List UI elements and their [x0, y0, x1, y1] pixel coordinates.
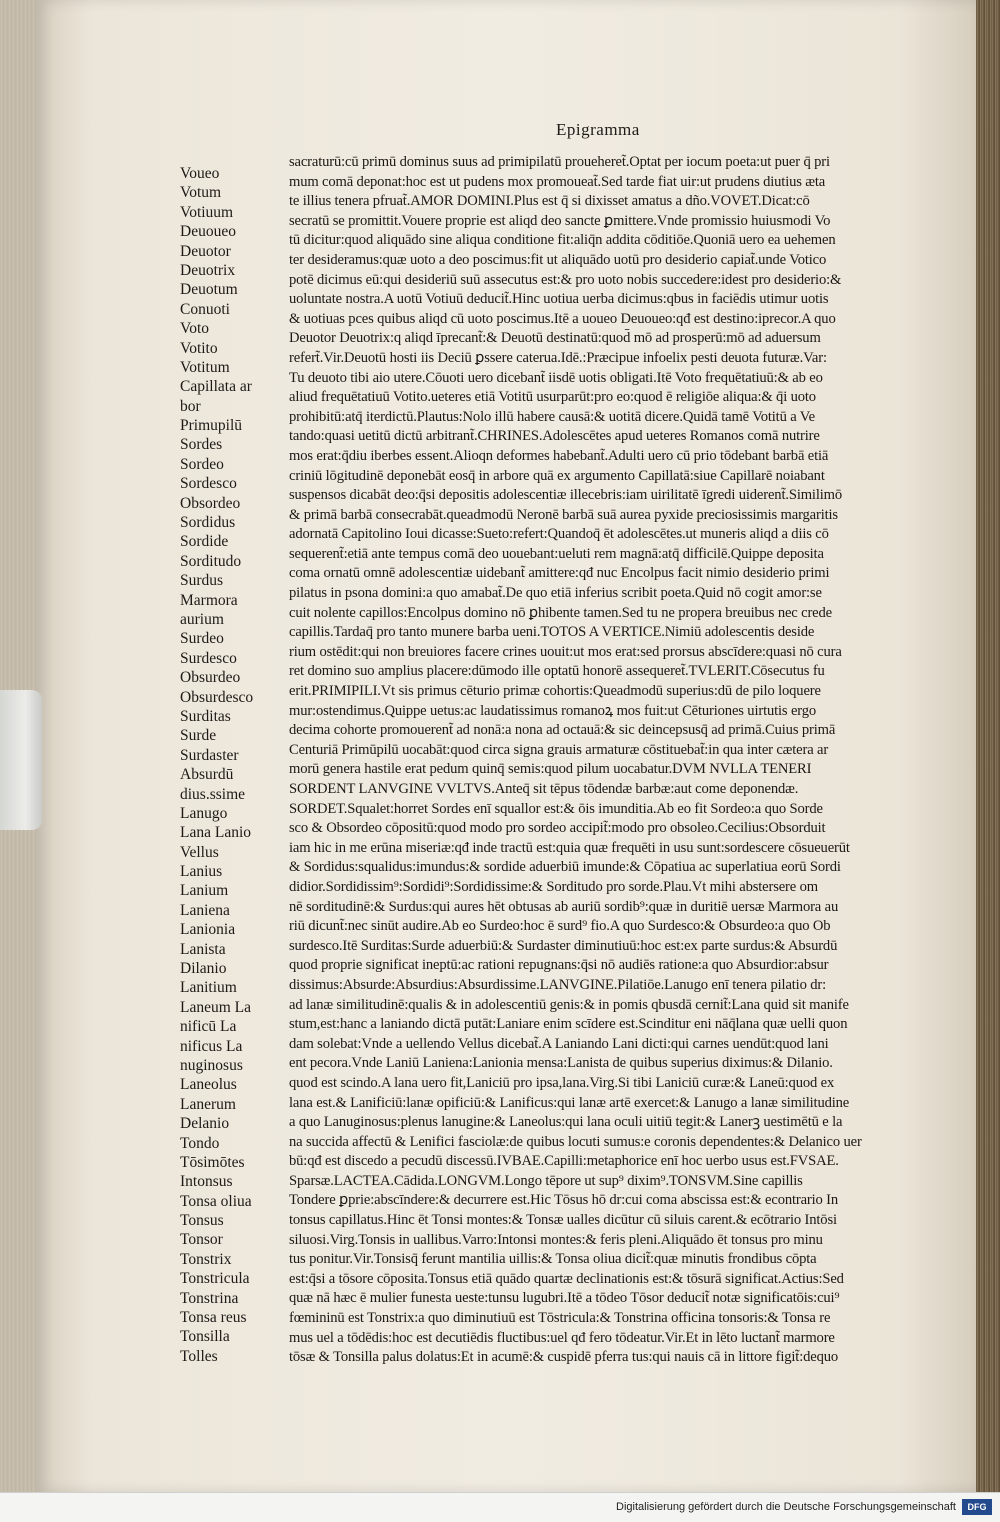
text-line: cuit nolente capillos:Encolpus domino nō ꝑhibente tamen.Sed tu ne propera breuibus nec crede: [289, 604, 832, 621]
text-line: didior.Sordidissim⁹:Sordidi⁹:Sordidissime:& Sorditudo pro sorde.Plau.Vt mihi abstersere om: [289, 878, 818, 895]
margin-word: Laniena: [180, 901, 230, 919]
margin-word: nificus La: [180, 1037, 243, 1055]
dfg-logo: DFG: [962, 1499, 992, 1515]
margin-word: Votiuum: [180, 203, 234, 221]
text-line: fœmininū est Tonstrix:a quo diminutiuū est Tōstricula:& Tonstrina officina tonsoris:& Tonsa re: [289, 1310, 831, 1327]
margin-word: Delanio: [180, 1115, 230, 1133]
margin-word: Votito: [180, 339, 218, 357]
margin-word: Obsurdeo: [180, 669, 241, 687]
text-line: mos erat:q̄diu iberbes essent.Alioqn deformes habebant̃.Adulti uero cū prio tōdebant barbā etiā: [289, 447, 829, 464]
margin-word: Primupilū: [180, 417, 243, 435]
margin-word: Voto: [180, 320, 210, 338]
text-line: lana est.& Lanificiū:lanæ opificiū:& Lanificus:qui lanæ artē exercet:& Lanugo a lanæ similitudine: [289, 1094, 850, 1111]
margin-word: Sorditudo: [180, 552, 242, 570]
text-line: Tondere ꝑprie:abscīndere:& decurrere est.Hic Tōsus hō dr:cui coma abscissa est:& econtrario In: [289, 1192, 839, 1209]
text-line: capillis.Tardaq̄ pro tanto munere barba ueni.TOTOS A VERTICE.Nimiū adolescentis deside: [289, 624, 815, 641]
text-line: Sparsæ.LACTEA.Cādida.LONGVM.Longo tēpore ut sup⁹ dixim⁹.TONSVM.Sine capillis: [289, 1172, 803, 1189]
text-line: aliud frequētatiuū Votito.ueteres etiā Votitū usurparūt:pro eo:quod ē religiōe aliqua:& q̄i uoto: [289, 389, 816, 406]
text-line: mus uel a tōdēdis:hoc est decutiēdis fluctibus:uel qđ fero tōdeatur.Vir.Et in lēto luctant̃ marmore: [289, 1329, 835, 1346]
margin-word: Lanius: [180, 863, 223, 881]
margin-word: Sordide: [180, 533, 229, 551]
margin-word: Laneolus: [180, 1076, 237, 1094]
text-line: Deuotor Deuotrix:q aliqd īprecant̃:& Deuotū destinatū:quod̄ mō ad prosperū:mō ad aduersum: [289, 330, 821, 347]
text-line: dissimus:Absurde:Absurdius:Absurdissime.LANVGINE.Pilatiōe.Lanugo enī tenera pilatio dr:: [289, 976, 826, 993]
margin-word: Lana Lanio: [180, 824, 252, 842]
text-line: est:q̄si a tōsore cōposita.Tonsus etiā quādo quartæ declinationis est:& tōsurā significat.Actius:Sed: [289, 1270, 844, 1287]
text-line: criniū lōgitudinē deponebāt eosq̄ in arbore quā ex argumento Capillatā:siue Capillarē noiabant: [289, 467, 825, 484]
margin-word: Tonstricula: [180, 1270, 250, 1288]
text-line: a quo Lanuginosus:plenus lanugine:& Laneolus:qui lana oculi uitiū tegit:& Lanerꝫ uestimētū e la: [289, 1114, 843, 1131]
margin-word: Surde: [180, 727, 217, 745]
text-line: decima cohorte promouerent̃ ad nonā:a nona ad octauā:& sic deincepsusq̄ ad primā.Cuius primā: [289, 722, 836, 739]
text-line: quod est scindo.A lana uero fit,Laniciū pro ipsa,lana.Virg.Si tibi Laniciū curæ:& Laneū:quod ex: [289, 1074, 835, 1091]
text-line: erit.PRIMIPILI.Vt sis primus cēturio primæ cohortis:Queadmodū superius:dū de pilo loquere: [289, 683, 821, 700]
text-line: nē sorditudinē:& Surdus:qui aures hēt obtusas ab auriū sordib⁹:quæ in duritiē uersæ Marmora au: [289, 898, 839, 915]
margin-word: Lanium: [180, 882, 229, 900]
margin-word: bor: [180, 397, 201, 415]
margin-word: Lanitium: [180, 979, 237, 997]
margin-word: Surdeo: [180, 630, 224, 648]
margin-word: Deuotum: [180, 281, 238, 299]
text-line: ent pecora.Vnde Laniū Laniena:Lanionia mensa:Lanista de quibus superius diximus:& Dilanio.: [289, 1055, 833, 1072]
margin-word: Obsurdesco: [180, 688, 254, 706]
text-line: siluosi.Virg.Tonsis in uallibus.Varro:Intonsi montes:& feris pleni.Aliquādo ēt tonsus pro minu: [289, 1231, 823, 1248]
text-line: & primā barbā consecrabāt.queadmodū Neronē barbā suā aurea pyxide preciosissimis margaritis: [289, 506, 838, 523]
margin-word: dius.ssime: [180, 785, 246, 803]
margin-word: Tonsilla: [180, 1328, 230, 1346]
text-line: surdesco.Itē Surditas:Surde aduerbiū:& Surdaster diminutiuū:hoc est:ex parte surdus:& Absurdū: [289, 937, 838, 954]
margin-word: Deuotrix: [180, 261, 236, 279]
text-line: tus ponitur.Vir.Tonsisq̄ ferunt mantilia uillis:& Tonsa oliua dicit̃:quæ minutis frondibus cōpta: [289, 1251, 817, 1268]
text-line: SORDENT LANVGINE VVLTVS.Anteq̄ sit tēpus tōdendæ barbæ:aut come deponendæ.: [289, 781, 799, 797]
margin-word: Intonsus: [180, 1173, 233, 1191]
margin-word: aurium: [180, 610, 224, 628]
text-line: suspensos dicabāt deo:q̄si depositis adolescentiæ illecebris:iam uirilitatē īgredi uiderent̃.Similimō: [289, 487, 842, 504]
running-head: Epigramma: [556, 120, 640, 139]
text-line: Tu deuoto tibi aio utere.Cōuoti uero dicebant̃ iisdē uotis obligati.Itē Voto frequētatiuū:& ab eo: [289, 369, 823, 386]
margin-word: Tōsimōtes: [180, 1153, 245, 1171]
text-line: rium ostēdit:qui non breuiores facere crines uouit:ut mos erat:sed prorsus abscīdere:quasi nō cura: [289, 643, 842, 660]
text-line: SORDET.Squalet:horret Sordes enī squallor est:& ōis imunditia.Ab eo fit Sordeo:a quo Sorde: [289, 800, 823, 817]
text-line: morū genera hastile erat pedum quinq̄ semis:quod pilum uocabatur.DVM NVLLA TENERI: [289, 761, 812, 778]
margin-word: Surdus: [180, 572, 224, 590]
margin-word: Absurdū: [180, 766, 234, 784]
margin-word: Surdaster: [180, 746, 239, 764]
text-line: uoluntate nostra.A uotū Votiuū deducit̃.Hinc uotiua uerba dicimus:qbus in faciēdis utimur uotis: [289, 291, 829, 308]
text-line: tōsæ & Tonsilla palus dolatus:Et in acumē:& cuspidē pferra tus:qui nauis cā in littore figit̃:dequo: [289, 1349, 839, 1366]
margin-word: Tonsor: [180, 1231, 223, 1249]
margin-word: Voueo: [180, 165, 220, 182]
margin-word: Sordesco: [180, 475, 237, 493]
text-line: sequerent̃:etiā ante tempus comā deo uouebant:ueluti rem magnā:atq̄ difficilē.Quippe deposita: [289, 545, 824, 562]
margin-word: Tonsa reus: [180, 1309, 247, 1327]
margin-word: Deuoueo: [180, 223, 236, 241]
margin-word: Obsordeo: [180, 494, 241, 512]
margin-word: Sordeo: [180, 455, 224, 473]
margin-word: Tonstrina: [180, 1289, 239, 1307]
text-line: tū dicitur:quod aliquādo sine aliqua conditione fit:aliq̄n addita cōditiōe.Quoniā uero ea uehemen: [289, 232, 836, 249]
margin-word: Lanista: [180, 940, 226, 958]
margin-word: Capillata ar: [180, 378, 252, 396]
text-line: refert̃.Vir.Deuotū hosti iis Deciū ꝑssere caterua.Idē.:Præcipue infoelix pesti deuota futuræ.Var:: [289, 349, 827, 366]
margin-word: Sordes: [180, 436, 223, 454]
margin-word: Surdesco: [180, 649, 237, 667]
text-line: dam solebat:Vnde a uellendo Vellus dicebat̃.A Laniando Lani dicti:qui carnes uendūt:quod lani: [289, 1035, 829, 1052]
margin-word: Votitum: [180, 358, 230, 376]
margin-word: Vellus: [180, 843, 219, 861]
text-line: secratū se promittit.Vouere proprie est aliqd deo sancte ꝑmittere.Vnde promissio huiusmodi Vo: [289, 212, 831, 229]
text-line: prohibitū:atq̄ iterdictū.Plautus:Nolo illū habere causā:& uotitā dicere.Quidā tamē Votitū a Ve: [289, 408, 815, 425]
text-line: sco & Obsordeo cōpositū:quod modo pro sordeo accipit̃:modo pro obsoleo.Cecilius:Obsorduit: [289, 820, 826, 837]
text-line: coma ornatū omnē adolescentiæ uidebant̃ amittere:qđ nuc Encolpus facit nimio desiderio primi: [289, 565, 830, 582]
text-line: & uotiuas pces quibus aliqd cū uoto poscimus.Itē a uoueo Deuoueo:qđ est destino:iprecor.A quo: [289, 310, 836, 327]
text-line: bū:qđ est discedo a pecudū discessū.IVBAE.Capilli:metaphorice enī hoc uerbo usus est.FVSAE.: [289, 1153, 839, 1170]
margin-word: Tondo: [180, 1134, 220, 1152]
bookmark-ribbon: [0, 690, 42, 830]
text-line: tando:quasi uetitū dictū arbitrant̃.CHRINES.Adolescētes apud ueteres Romanos comā nutrire: [289, 428, 820, 445]
margin-word: Lanugo: [180, 804, 228, 822]
margin-word: Lanionia: [180, 921, 236, 939]
margin-word: Conuoti: [180, 300, 230, 318]
text-line: stum,est:hanc a laniando dictā putāt:Laniare enim scīdere est.Scinditur eni nāq̄lana quæ uelli quon: [289, 1016, 848, 1033]
text-line: adornatā Capitolino Ioui dicasse:Sueto:refert:Quandoq̄ ēt adolescētes.ut muneris aliqd a diis cō: [289, 526, 829, 543]
margin-word: Laneum La: [180, 998, 252, 1016]
margin-word: Tolles: [180, 1347, 218, 1365]
text-line: tonsus capillatus.Hinc ēt Tonsi montes:& Tonsæ ualles dicūtur cū siluis carent.& ecōtrario Intōsi: [289, 1212, 837, 1229]
margin-notes-column: [180, 164, 285, 1366]
margin-word: Votum: [180, 184, 222, 202]
margin-word: Deuotor: [180, 242, 231, 260]
text-line: pilatus in psona domini:a quo amabat̃.De quo etiā inferius scribit poeta.Quid nō cogit amor:se: [289, 585, 822, 602]
text-line: ad lanæ similitudinē:qualis & in adolescentiū genis:& in pomis qbusdā cernit̃:Lana quid sit manife: [289, 996, 849, 1013]
margin-word: Tonsus: [180, 1212, 224, 1230]
text-line: sacraturū:cū primū dominus suus ad primipilatū proueheret̃.Optat per iocum poeta:ut puer q̄ pri: [289, 154, 830, 170]
text-line: ter desideramus:quæ uoto a deo poscimus:fit ut aliquādo uotū pro desiderio capiat̃.unde Votico: [289, 251, 827, 268]
commentary-text-block: [289, 153, 961, 1368]
margin-word: Tonsa oliua: [180, 1192, 252, 1210]
funding-credit: Digitalisierung gefördert durch die Deutsche Forschungsgemeinschaft: [616, 1501, 956, 1513]
text-line: iam hic in me erūna miseriæ:qđ inde tractū est:quia quæ frequēti in usu sunt:sordescere cōsueuerūt: [289, 839, 850, 856]
text-line: riū dicunt̃:nec sinūt audire.Ab eo Surdeo:hoc ē surd⁹ fio.A quo Surdesco:& Obsurdeo:a quo Ob: [289, 918, 831, 935]
text-line: Centuriā Primūpilū uocabāt:quod circa signa grauis armaturæ cōstituebat̃:in qua inter cætera ar: [289, 741, 829, 758]
margin-word: nuginosus: [180, 1056, 243, 1074]
text-line: quod proprie significat ineptū:ac rationi repugnans:q̄si nō audiēs ratione:a quo Absurdior:absur: [289, 957, 829, 974]
text-line: na succida affectū & Lenifici fasciolæ:de quibus locuti sumus:e coronis dependentes:& Delanico uer: [289, 1133, 862, 1150]
text-line: potē dicimus eū:qui desideriū suū assecutus est:& pro uoto nobis succedere:idest pro desiderio:&: [289, 271, 842, 288]
margin-word: Sordidus: [180, 514, 236, 532]
text-line: te illius tenera pfruat̃.AMOR DOMINI.Plus est q̄ si dixisset amatus a dño.VOVET.Dicat:cō: [289, 193, 810, 210]
margin-word: Tonstrix: [180, 1250, 232, 1268]
margin-word: Dilanio: [180, 960, 227, 978]
text-line: mur:ostendimus.Quippe uetus:ac laudatissimus romanoꝝ mos fuit:ut Cēturiones uirtutis ergo: [289, 702, 817, 719]
text-line: quæ nā hæc ē mulier funesta ueste:tunsu lugubri.Itē a tōdeo Tōsor deducit̃ notæ significatōis:cui⁹: [289, 1290, 840, 1307]
margin-word: Marmora: [180, 591, 238, 609]
text-line: & Sordidus:squalidus:imundus:& sordide aduerbiū imunde:& Cōpatiua ac superlatiua eorū Sordi: [289, 859, 841, 876]
margin-word: Surditas: [180, 707, 231, 725]
footer-bar: [0, 1492, 1000, 1522]
right-page-edges: [976, 0, 1000, 1492]
text-line: ret domino suo amplius placere:dūmodo ille optatū honorē assequeret̃.TVLERIT.Cōsecutus fu: [289, 663, 825, 680]
margin-word: nificū La: [180, 1018, 237, 1036]
margin-word: Lanerum: [180, 1095, 236, 1113]
text-line: mum comā deponat:hoc est ut pudens mox promoueat̃.Sed tarde fiat uir:ut prudens diutius æta: [289, 173, 826, 190]
